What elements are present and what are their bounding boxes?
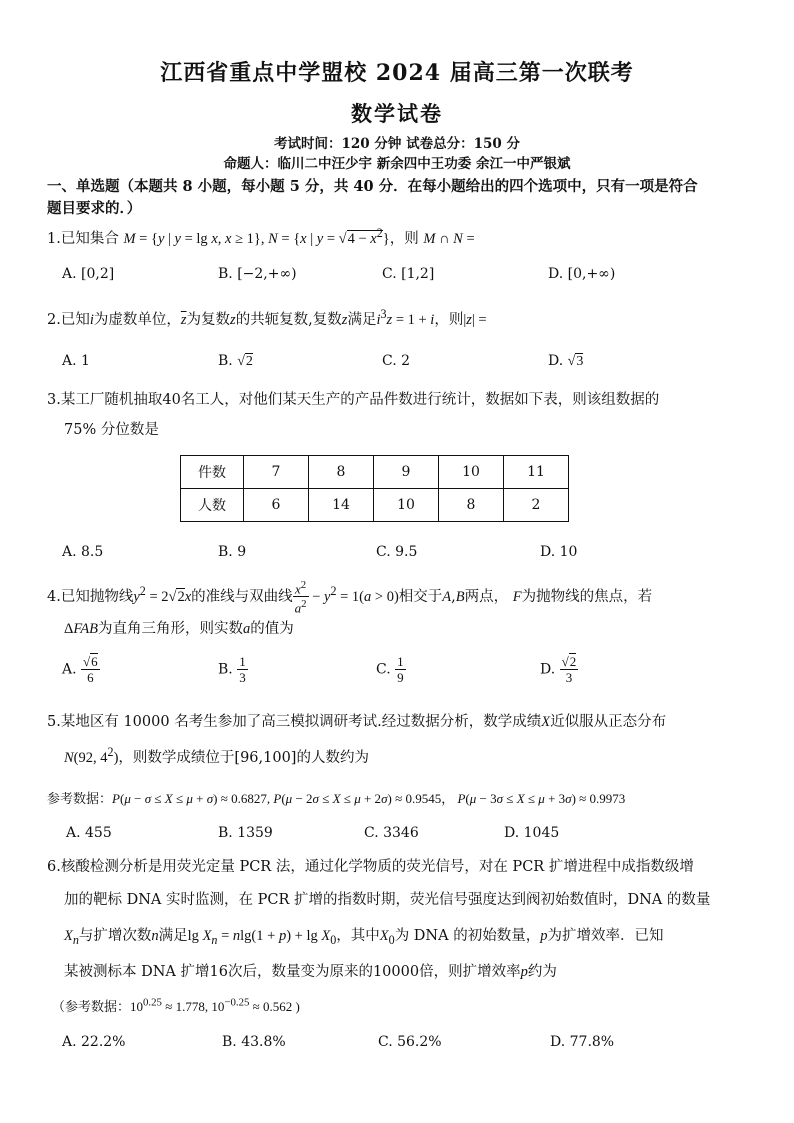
question-1: 1.已知集合 M = {y | y = lg x, x ≥ 1}, N = {x | $y = √4 - x^2$}，则 M ∩ N = xyxy=(47,226,475,247)
table-cell: 8 xyxy=(439,489,504,522)
option-c[interactable]: C. 2 xyxy=(382,353,411,369)
option-c[interactable]: C. 9.5 xyxy=(376,544,418,560)
option-c[interactable]: C. 56.2% xyxy=(378,1034,442,1050)
question-5-reference: 参考数据：P(μ − σ ≤ X ≤ μ + σ) ≈ 0.6827, P(μ − 2σ ≤ X ≤ μ + 2σ) ≈ 0.9545， P(μ − 3σ ≤ X ≤ μ + 3σ) ≈ 0.9973 xyxy=(47,791,626,807)
table-cell: 10 xyxy=(439,456,504,489)
table-row xyxy=(181,489,569,522)
section-heading: 一、单选题（本题共 8 小题，每小题 5 分，共 40 分．在每小题给出的四个选项中，只有一项是符合 xyxy=(47,178,698,195)
question-6-line2: 加的靶标 DNA 实时监测，在 PCR 扩增的指数时期，荧光信号强度达到阀初始数值时，DNA 的数量 xyxy=(64,892,711,908)
option-b[interactable]: B. √2 xyxy=(218,353,253,369)
table-cell: 11 xyxy=(504,456,569,489)
exam-subtitle: 数学试卷 xyxy=(351,101,443,126)
question-6-reference: （参考数据：$10^{0.25} \approx 1.778$, $10^{-0.25} \approx 0.562$ ) xyxy=(52,996,300,1015)
table-cell: 10 xyxy=(374,489,439,522)
question-5-cont: N(92, $4^2$)，则数学成绩位于[96,100]的人数约为 xyxy=(64,745,369,766)
exam-authors: 命题人：临川二中汪少宇 新余四中王功委 余江一中严银斌 xyxy=(223,156,571,172)
option-a[interactable]: A. 1 xyxy=(62,353,90,369)
option-c[interactable]: C. [1,2] xyxy=(382,266,435,282)
table-cell: 14 xyxy=(309,489,374,522)
table-header-cell: 人数 xyxy=(181,489,244,522)
option-b[interactable]: B. 9 xyxy=(218,544,247,560)
table-cell: 2 xyxy=(504,489,569,522)
option-d[interactable]: D. √3 xyxy=(548,353,584,369)
option-a[interactable]: A. $\frac{√6}{6}$ xyxy=(62,654,98,685)
question-2: 2.已知i为虚数单位，$\overline{z}$为复数z的共轭复数,复数z满足$i^3z = 1 + i$，则|z| = xyxy=(47,307,487,328)
question-6-line3: $X_n$与扩增次数n满足$\lg X_n = nlg(1 + p) + \lg X_0$，其中$X_0$为 DNA 的初始数量，p为扩增效率．已知 xyxy=(64,928,664,947)
question-6-line4: 某被测标本 DNA 扩增16次后，数量变为原来的10000倍，则扩增效率p约为 xyxy=(64,964,557,980)
question-4: 4.已知抛物线$y^2 = 2√2x$的准线与双曲线 $\frac{x^2}{a^2}$ − $y^2 = 1(a > 0)$相交于A,B两点， F为抛物线的焦点，若 xyxy=(47,579,653,616)
question-4-cont: ΔFAB为直角三角形，则实数a的值为 xyxy=(64,621,294,637)
question-5: 5.某地区有 10000 名考生参加了高三模拟调研考试.经过数据分析，数学成绩X近似服从正态分布 xyxy=(47,714,667,730)
question-6: 6.核酸检测分析是用荧光定量 PCR 法，通过化学物质的荧光信号，对在 PCR 扩增进程中成指数级增 xyxy=(47,859,694,875)
option-a[interactable]: A. 22.2% xyxy=(62,1034,126,1050)
table-cell: 6 xyxy=(244,489,309,522)
option-b[interactable]: B. 43.8% xyxy=(222,1034,286,1050)
option-d[interactable]: D. 10 xyxy=(540,544,578,560)
table-header-cell: 件数 xyxy=(181,456,244,489)
option-b[interactable]: B. [−2,+∞) xyxy=(218,266,297,282)
option-b[interactable]: B. $\frac{1}{3}$ xyxy=(218,654,246,685)
table-cell: 8 xyxy=(309,456,374,489)
question-3-cont: 75% 分位数是 xyxy=(64,422,159,438)
option-c[interactable]: C. $\frac{1}{9}$ xyxy=(376,654,404,685)
section-heading-cont: 题目要求的．） xyxy=(47,200,142,217)
table-cell: 7 xyxy=(244,456,309,489)
option-a[interactable]: A. [0,2] xyxy=(62,266,115,282)
data-table xyxy=(180,455,569,522)
question-3: 3.某工厂随机抽取40名工人，对他们某天生产的产品件数进行统计，数据如下表，则该组数据的 xyxy=(47,392,660,408)
option-a[interactable]: A. 8.5 xyxy=(62,544,104,560)
option-b[interactable]: B. 1359 xyxy=(218,825,273,841)
table-cell: 9 xyxy=(374,456,439,489)
option-d[interactable]: D. 1045 xyxy=(504,825,560,841)
option-a[interactable]: A. 455 xyxy=(66,825,112,841)
exam-title: 江西省重点中学盟校 2024 届高三第一次联考 xyxy=(160,60,634,86)
option-c[interactable]: C. 3346 xyxy=(364,825,419,841)
option-d[interactable]: D. 77.8% xyxy=(550,1034,615,1050)
option-d[interactable]: D. [0,+∞) xyxy=(548,266,616,282)
table-row xyxy=(181,456,569,489)
option-d[interactable]: D. $\frac{√2}{3}$ xyxy=(540,654,577,685)
exam-info: 考试时间：120 分钟 试卷总分：150 分 xyxy=(274,136,520,152)
